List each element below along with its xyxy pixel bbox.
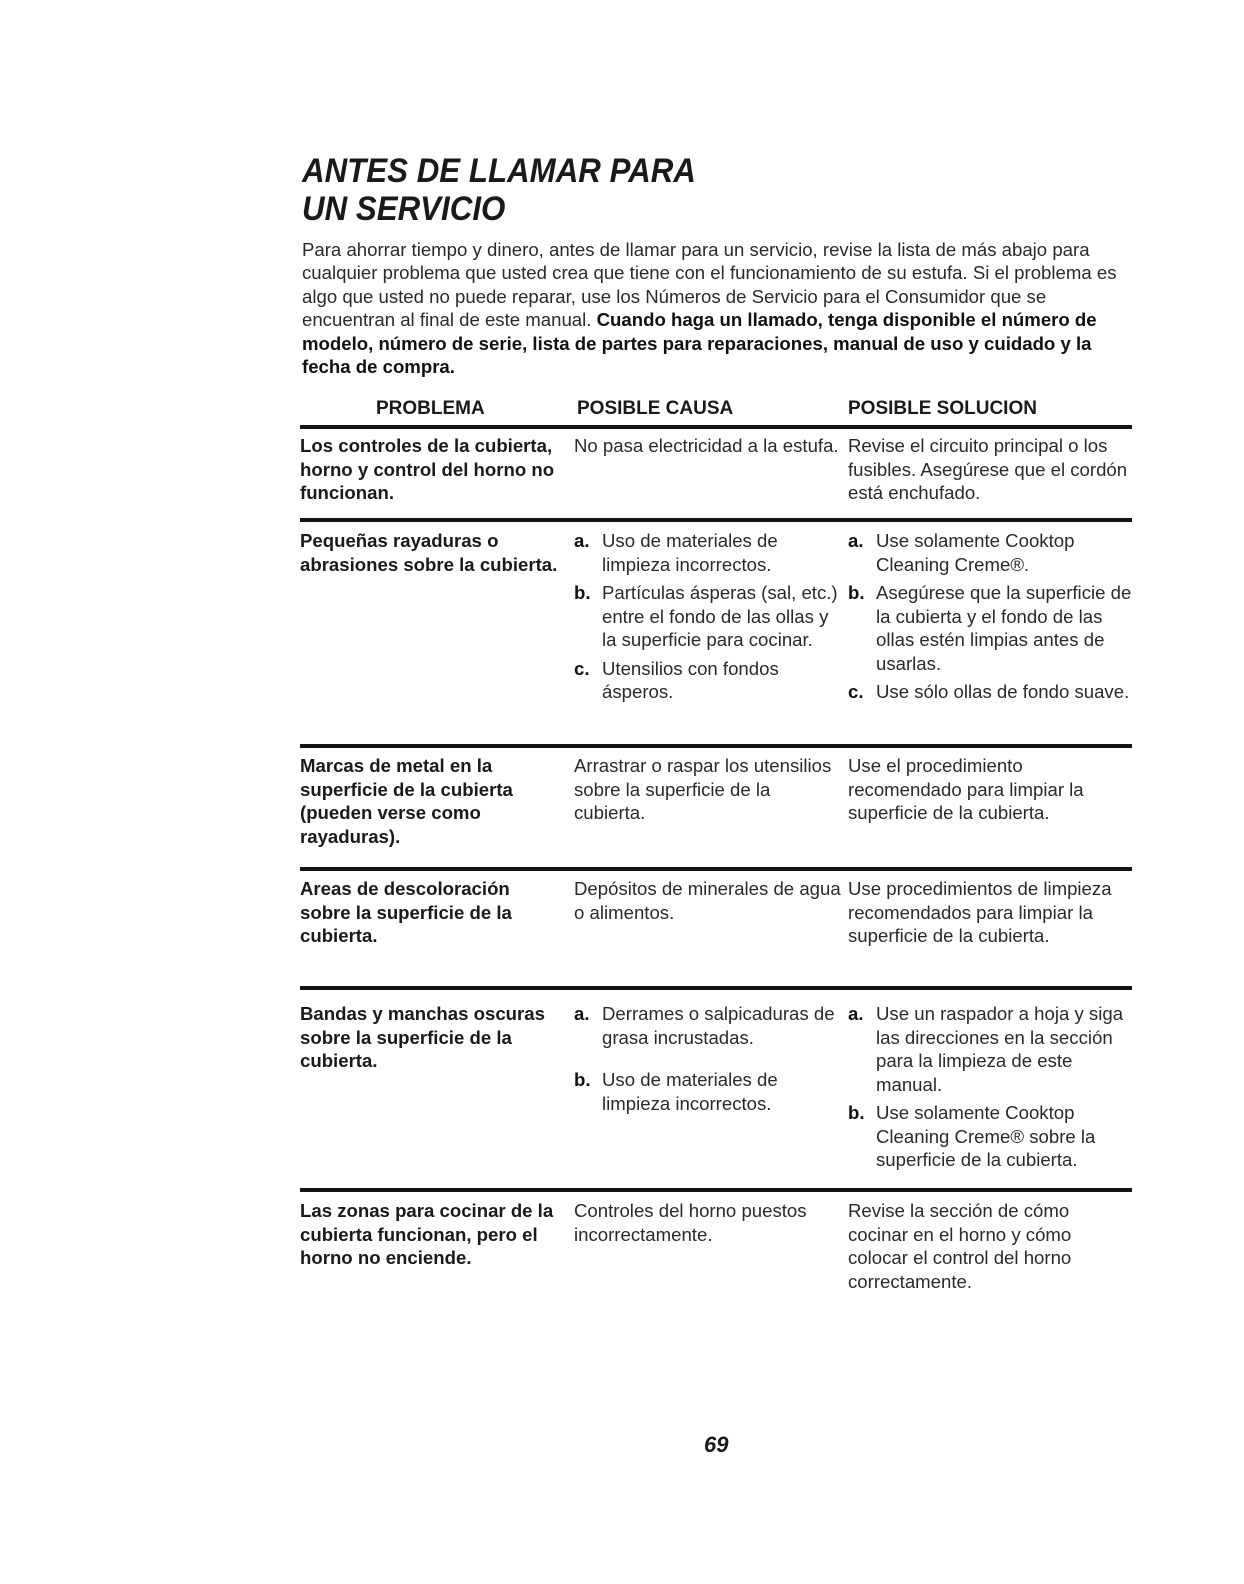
intro-text: Para ahorrar tiempo y dinero, antes de llamar para un servicio, revise la lista de más abajo para cualquier problema que usted crea que tiene con el funcionamiento de su estufa. Si el problema es algo que usted no puede reparar, use los Números de Servicio para el Consumidor que se encuentran al final de este manual. [302,239,1117,331]
title-line-1: ANTES DE LLAMAR PARA [302,152,696,190]
cause-cell [574,529,846,709]
row-divider [300,1188,1132,1192]
cause-cell: No pasa electricidad a la estufa. [574,435,839,456]
intro-paragraph [302,238,1132,378]
solution-cell: Use procedimientos de limpieza recomendados para limpiar la superficie de la cubierta. [848,878,1112,946]
row-divider [300,867,1132,871]
cause-cell: Controles del horno puestos incorrectamente. [574,1200,807,1245]
cause-item [574,1002,846,1049]
header-cause: POSIBLE CAUSA [577,398,734,419]
title-line-2: UN SERVICIO [302,190,506,228]
item-text: Uso de materiales de limpieza incorrectos. [602,1069,778,1114]
cause-item [574,581,846,652]
item-letter: a. [574,1003,590,1024]
page-number: 69 [704,1432,729,1457]
cause-item [574,529,846,576]
solution-item [848,529,1132,576]
problem-cell: Areas de descoloración sobre la superficie de la cubierta. [300,878,512,946]
cause-item [574,657,846,704]
solution-item [848,1101,1132,1172]
item-text: Asegúrese que la superficie de la cubierta y el fondo de las ollas estén limpias antes de usarlas. [876,582,1132,674]
intro-bold-text: Cuando haga un llamado, tenga disponible el número de modelo, número de serie, lista de partes para reparaciones, manual de uso y cuidado y la fecha de compra. [302,309,1097,378]
cause-cell: Arrastrar o raspar los utensilios sobre la superficie de la cubierta. [574,755,832,823]
solution-cell: Use el procedimiento recomendado para limpiar la superficie de la cubierta. [848,755,1084,823]
item-text: Use sólo ollas de fondo suave. [876,681,1130,702]
solution-cell [848,529,1132,709]
item-letter: c. [574,657,590,679]
cause-cell [574,1002,846,1120]
cause-cell: Depósitos de minerales de agua o alimentos. [574,878,841,923]
problem-cell: Las zonas para cocinar de la cubierta funcionan, pero el horno no enciende. [300,1200,554,1268]
item-letter: a. [574,530,590,551]
item-letter: b. [848,1102,865,1123]
row-divider [300,518,1132,522]
solution-item [848,581,1132,675]
page-title [302,152,696,228]
solution-item [848,1002,1132,1096]
item-text: Partículas ásperas (sal, etc.) entre el fondo de las ollas y la superficie para cocinar. [602,582,838,650]
problem-cell: Marcas de metal en la superficie de la cubierta (pueden verse como rayaduras). [300,755,513,847]
troubleshooting-table [300,398,1132,1292]
item-text: Utensilios con fondos ásperos. [602,657,779,702]
item-letter: a. [848,530,864,551]
solution-cell: Revise la sección de cómo cocinar en el horno y cómo colocar el control del horno correctamente. [848,1200,1072,1292]
header-solution: POSIBLE SOLUCION [848,398,1037,419]
item-text: Uso de materiales de limpieza incorrectos. [602,530,778,575]
row-divider [300,986,1132,990]
item-text: Derrames o salpicaduras de grasa incrustadas. [602,1003,835,1048]
problem-cell: Bandas y manchas oscuras sobre la superficie de la cubierta. [300,1003,545,1071]
solution-cell [848,1002,1132,1177]
item-letter: b. [574,1069,591,1090]
item-text: Use solamente Cooktop Cleaning Creme®. [876,530,1075,575]
table-header [300,398,1132,424]
problem-cell: Pequeñas rayaduras o abrasiones sobre la cubierta. [300,530,558,575]
item-letter: b. [574,582,591,603]
solution-cell: Revise el circuito principal o los fusibles. Asegúrese que el cordón está enchufado. [848,435,1128,503]
row-divider [300,425,1132,429]
item-letter: c. [848,681,864,702]
item-text: Use solamente Cooktop Cleaning Creme® sobre la superficie de la cubierta. [876,1102,1096,1170]
header-problem: PROBLEMA [376,398,485,419]
item-letter: a. [848,1003,864,1024]
row-divider [300,744,1132,748]
item-text: Use un raspador a hoja y siga las direcciones en la sección para la limpieza de este manual. [876,1003,1124,1095]
solution-item [848,680,1132,704]
cause-item [574,1068,846,1115]
problem-cell: Los controles de la cubierta, horno y control del horno no funcionan. [300,435,555,503]
item-letter: b. [848,582,865,603]
